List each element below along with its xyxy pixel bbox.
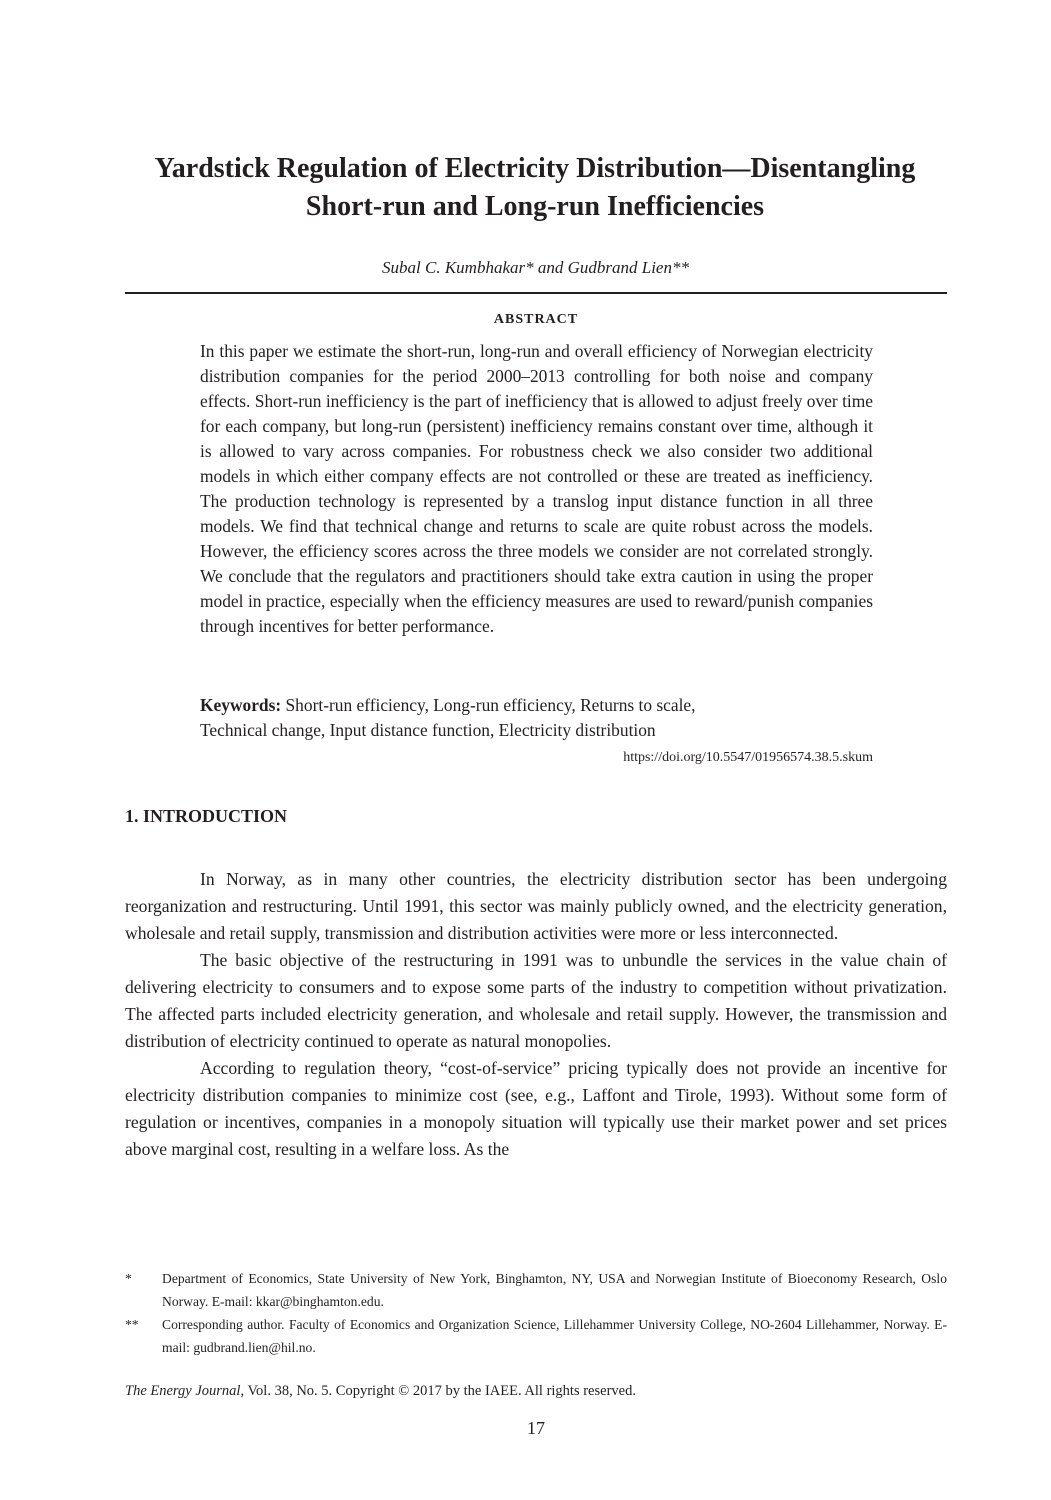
footnote-text: Department of Economics, State University of New York, Binghamton, NY, USA and Norwegian Institute of Bioeconomy Research, Oslo Norway. E-mail: kkar@binghamton.edu. — [162, 1271, 947, 1309]
keywords-label: Keywords: — [200, 695, 282, 715]
keywords-list-1: Short-run efficiency, Long-run efficiency, Returns to scale, — [285, 695, 696, 715]
paragraph: In Norway, as in many other countries, the electricity distribution sector has been undergoing reorganization and restructuring. Until 1991, this sector was mainly publicly owned, and the electricity generation, wholesale and retail supply, transmission and distribution activities were more or less interconnected. — [125, 869, 947, 943]
abstract-heading: ABSTRACT — [493, 312, 579, 327]
author-line: Subal C. Kumbhakar* and Gudbrand Lien** — [382, 258, 689, 277]
footnote — [125, 1267, 947, 1313]
keywords — [200, 693, 873, 743]
paper-title — [100, 150, 970, 226]
abstract-text: In this paper we estimate the short-run, long-run and overall efficiency of Norwegian electricity distribution companies for the period 2000–2013 controlling for both noise and company effects. Short-run inefficiency is the part of inefficiency that is allowed to adjust freely over time for each company, but long-run (persistent) inefficiency remains constant over time, although it is allowed to vary across companies. For robustness check we also consider two additional models in which either company effects are not controlled or these are treated as inefficiency. The production technology is represented by a translog input distance function in all three models. We find that technical change and returns to scale are quite robust across the models. However, the efficiency scores across the three models we consider are not correlated strongly. We conclude that the regulators and practitioners should take extra caution in using the proper model in practice, especially when the efficiency measures are used to reward/punish companies through incentives for better performance. — [200, 341, 873, 636]
paragraph: The basic objective of the restructuring in 1991 was to unbundle the services in the value chain of delivering electricity to consumers and to expose some parts of the industry to competition without privatization. The affected parts included electricity generation, and wholesale and retail supply. However, the transmission and distribution of electricity continued to operate as natural monopolies. — [125, 950, 947, 1051]
header-rule — [125, 292, 947, 294]
section-heading: 1. INTRODUCTION — [125, 806, 288, 826]
journal-citation — [125, 1383, 636, 1400]
keywords-line-1 — [200, 693, 873, 718]
keywords-list-2: Technical change, Input distance function, Electricity distribution — [200, 720, 656, 740]
introduction-body — [125, 866, 947, 1163]
title-line-2: Short-run and Long-run Inefficiencies — [305, 191, 765, 222]
footnote — [125, 1313, 947, 1359]
journal-name: The Energy Journal — [125, 1383, 241, 1399]
footnote-mark: * — [125, 1271, 132, 1286]
journal-details: , Vol. 38, No. 5. Copyright © 2017 by the IAEE. All rights reserved. — [240, 1383, 636, 1399]
footnote-mark: ** — [125, 1317, 139, 1332]
page-number: 17 — [527, 1418, 545, 1438]
paragraph: According to regulation theory, “cost-of-service” pricing typically does not provide an incentive for electricity distribution companies to minimize cost (see, e.g., Laffont and Tirole, 1993). Without some form of regulation or incentives, companies in a monopoly situation will typically use their market power and set prices above marginal cost, resulting in a welfare loss. As the — [125, 1058, 947, 1159]
title-line-1: Yardstick Regulation of Electricity Distribution—Disentangling — [154, 153, 916, 184]
footnote-text: Corresponding author. Faculty of Economics and Organization Science, Lillehammer University College, NO-2604 Lillehammer, Norway. E-mail: gudbrand.lien@hil.no. — [162, 1317, 947, 1355]
doi-link[interactable]: https://doi.org/10.5547/01956574.38.5.skum — [623, 750, 873, 765]
